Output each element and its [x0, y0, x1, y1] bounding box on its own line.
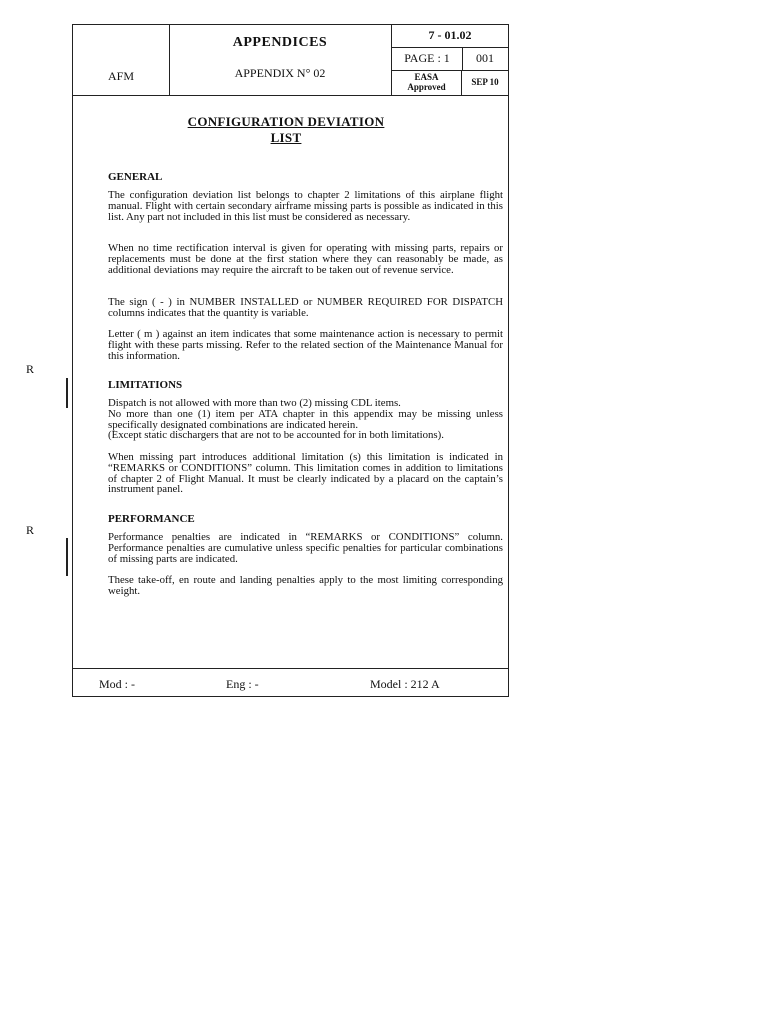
performance-paragraph-2: These take-off, en route and landing penalties apply to the most limiting corresponding weight. — [108, 574, 503, 597]
document-title-line1: CONFIGURATION DEVIATION — [187, 114, 385, 129]
section-heading-performance: PERFORMANCE — [108, 513, 195, 525]
general-paragraph-1: The configuration deviation list belongs to chapter 2 limitations of this airplane flight manual. Flight with certain secondary airframe missing parts is possible as indicated in this list. Any part not included in this list must be considered as necessary. — [108, 189, 503, 223]
general-paragraph-3: The sign ( - ) in NUMBER INSTALLED or NUMBER REQUIRED FOR DISPATCH columns indicates that the quantity is variable. — [108, 296, 503, 319]
revision-mark-2: R — [26, 523, 35, 537]
limitations-line-3: (Except static dischargers that are not to be accounted for in both limitations). — [108, 429, 444, 442]
revision-mark-1: R — [26, 362, 35, 376]
header-subtitle: APPENDIX N° 02 — [234, 66, 326, 80]
general-paragraph-2: When no time rectification interval is given for operating with missing parts, repairs or replacements must be done at the first station where they can reasonably be made, as additional deviations may require the aircraft to be taken out of revenue service. — [108, 242, 503, 276]
header-title: APPENDICES — [232, 35, 328, 50]
chapter-reference: 7 - 01.02 — [392, 25, 508, 48]
document-title-line2: LIST — [270, 130, 302, 145]
footer-divider — [72, 668, 509, 669]
revision-date: SEP 10 — [471, 77, 499, 87]
limitations-paragraph-2: When missing part introduces additional limitation (s) this limitation is indicated in “REMARKS or CONDITIONS” column. This limitation comes in addition to limitations of chapter 2 of Flight Manual. It must be clearly indicated by a placard on the captain’s instrument panel. — [108, 451, 503, 496]
revision-bar-1 — [66, 378, 68, 408]
limitations-paragraph-1 — [108, 398, 503, 441]
afm-label: AFM — [107, 69, 134, 83]
approval-stamp — [392, 70, 462, 95]
footer-model: Model : 212 A — [370, 677, 440, 691]
section-heading-limitations: LIMITATIONS — [108, 379, 183, 391]
footer-mod: Mod : - — [99, 677, 135, 691]
general-paragraph-4: Letter ( m ) against an item indicates that some maintenance action is necessary to permit flight with these parts missing. Refer to the related section of the Maintenance Manual for this information. — [108, 328, 503, 362]
limitations-line-1: Dispatch is not allowed with more than two (2) missing CDL items. — [108, 397, 401, 409]
document-title — [110, 114, 462, 146]
approval-status: Approved — [407, 82, 446, 92]
limitations-line-2: No more than one (1) item per ATA chapter in this appendix may be missing unless specifically designated combinations are indicated herein. — [108, 407, 503, 431]
section-heading-general: GENERAL — [108, 171, 163, 183]
performance-paragraph-1: Performance penalties are indicated in “REMARKS or CONDITIONS” column. Performance penalties are cumulative unless specific penalties for particular combinations of missing parts are indicated. — [108, 531, 503, 565]
afm-cell — [73, 25, 170, 95]
page-label: PAGE : 1 — [392, 47, 463, 71]
document-header — [73, 25, 508, 96]
approval-authority: EASA — [414, 72, 439, 82]
title-cell — [169, 25, 392, 95]
page-number: 001 — [462, 47, 508, 71]
revision-bar-2 — [66, 538, 68, 576]
footer-eng: Eng : - — [226, 677, 259, 691]
